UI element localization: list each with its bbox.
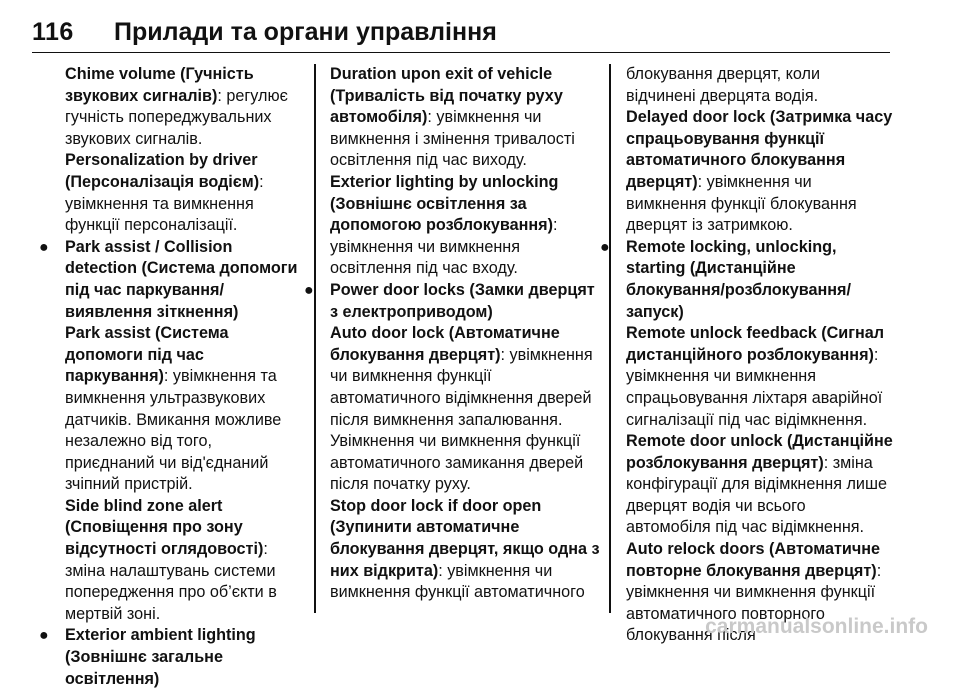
auto-door-lock-entry (330, 323, 600, 496)
page-number: 116 (32, 18, 74, 46)
continued-text: блокування дверцят, коли відчинені дверцята водія. (626, 65, 821, 105)
bullet-icon: ● (39, 627, 49, 645)
remote-door-unlock-term: Remote door unlock (Дистанційне розблокування дверцят) (626, 432, 893, 472)
side-blind-zone-term: Side blind zone alert (Сповіщення про зону відсутності оглядовості) (65, 496, 264, 559)
bullet-park-assist (35, 237, 305, 323)
park-assist-term: Park assist (Система допомоги під час паркування) (65, 324, 229, 386)
column-1 (35, 64, 305, 690)
remote-door-unlock-entry (626, 431, 894, 539)
bullet-power-door-locks (300, 280, 600, 323)
bullet-title: Remote locking, unlocking, starting (Дистанційне блокування/розблокування/запуск) (626, 237, 851, 321)
delayed-door-lock-entry (626, 107, 894, 237)
column-2 (304, 64, 600, 604)
auto-door-lock-term: Auto door lock (Автоматичне блокування дверцят) (330, 324, 560, 364)
page-header (32, 18, 890, 53)
exterior-lighting-text: : увімкнення чи вимкнення освітлення під час входу. (330, 216, 558, 278)
bullet-icon: ● (304, 281, 314, 299)
bullet-title: Power door locks (Замки дверцят з електроприводом) (330, 280, 595, 321)
chime-volume-entry (35, 64, 305, 150)
exterior-lighting-entry (330, 172, 600, 280)
bullet-icon: ● (600, 238, 610, 256)
auto-relock-text: : увімкнення чи вимкнення функції автоматичного повторного блокування після (626, 561, 882, 645)
column-divider-1 (314, 64, 316, 613)
bullet-title: Park assist / Collision detection (Система допомоги під час паркування/виявлення зіткнення) (65, 237, 298, 321)
auto-door-lock-text: : увімкнення чи вимкнення функції автоматичного відімкнення дверей після вимкнення запалювання. Увімкнення чи вимкнення функції автоматичного замикання дверей після початку руху. (330, 345, 593, 494)
park-assist-entry (35, 323, 305, 496)
personalization-term: Personalization by driver (Персоналізація водієм) (65, 151, 260, 191)
delayed-door-lock-term: Delayed door lock (Затримка часу спрацьовування функції автоматичного блокування дверцят) (626, 108, 893, 191)
delayed-door-lock-text: : увімкнення чи вимкнення функції блокування дверцят із затримкою. (626, 172, 857, 235)
column-divider-2 (609, 64, 611, 613)
stop-door-lock-entry (330, 496, 600, 604)
bullet-icon: ● (39, 238, 49, 256)
duration-text: : увімкнення чи вимкнення і змінення тривалості освітлення під час виходу. (330, 108, 575, 170)
auto-relock-term: Auto relock doors (Автоматичне повторне блокування дверцят) (626, 540, 881, 580)
bullet-title: Exterior ambient lighting (Зовнішнє загальне освітлення) (65, 626, 256, 688)
remote-unlock-feedback-entry (626, 323, 894, 431)
remote-unlock-feedback-text: : увімкнення чи вимкнення спрацьовування ліхтаря аварійної сигналізації під час відімкнення. (626, 345, 883, 429)
column-3 (600, 64, 894, 647)
duration-term: Duration upon exit of vehicle (Тривалість від початку руху автомобіля) (330, 65, 563, 127)
park-assist-text: : увімкнення та вимкнення ультразвукових датчиків. Вмикання можливе незалежно від того, приєднаний чи від'єднаний зчіпний пристрій. (65, 367, 282, 494)
bullet-remote-locking (596, 237, 894, 323)
side-blind-zone-text: : зміна налаштувань системи попередження про об’єкти в мертвій зоні. (65, 540, 277, 623)
personalization-entry (35, 150, 305, 236)
exterior-lighting-term: Exterior lighting by unlocking (Зовнішнє освітлення за допомогою розблокування) (330, 172, 559, 235)
duration-entry (330, 64, 600, 172)
chime-volume-term: Chime volume (Гучність звукових сигналів) (65, 65, 254, 105)
personalization-text: : увімкнення та вимкнення функції персоналізації. (65, 172, 264, 235)
stop-door-lock-term: Stop door lock if door open (Зупинити автоматичне блокування дверцят, якщо одна з них відкрита) (330, 496, 600, 580)
side-blind-zone-entry (35, 496, 305, 626)
stop-door-lock-text: : увімкнення чи вимкнення функції автоматичного (330, 561, 585, 602)
chime-volume-text: : регулює гучність попереджувальних звукових сигналів. (65, 86, 288, 148)
remote-unlock-feedback-term: Remote unlock feedback (Сигнал дистанційного розблокування) (626, 324, 885, 364)
watermark: carmanualsonline.info (705, 615, 928, 638)
remote-door-unlock-text: : зміна конфігурації для відімкнення лише дверцят водія чи всього автомобіля під час відімкнення. (626, 453, 887, 537)
page-title: Прилади та органи управління (114, 18, 497, 46)
